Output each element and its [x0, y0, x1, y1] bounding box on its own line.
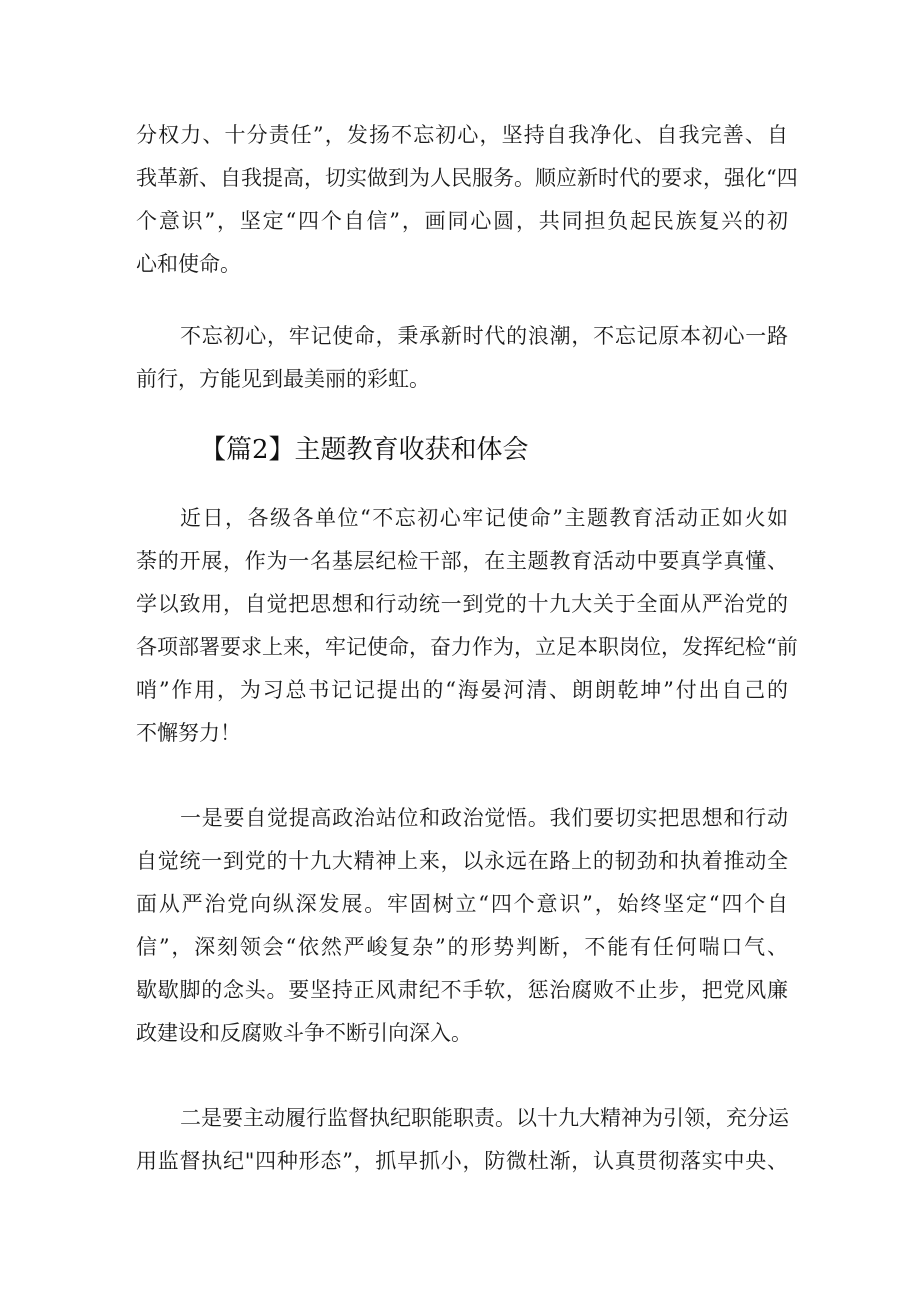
text-line: 学以致用，自觉把思想和行动统一到党的十九大关于全面从严治党的: [136, 592, 788, 616]
text-line: 我革新、自我提高，切实做到为人民服务。顺应新时代的要求，强化“四: [136, 166, 798, 190]
text-line: 歇歇脚的念头。要坚持正风肃纪不手软，惩治腐败不止步，把党风廉: [136, 978, 788, 1002]
text-line: 面从严治党向纵深发展。牢固树立“四个意识”，始终坚定“四个自: [136, 892, 788, 916]
paragraph: [136, 315, 788, 401]
text-line: 政建设和反腐败斗争不断引向深入。: [136, 1021, 472, 1045]
text-line: 不懈努力！: [136, 721, 241, 745]
text-line: 一是要自觉提高政治站位和政治觉悟。我们要切实把思想和行动: [180, 806, 788, 830]
text-line: 自觉统一到党的十九大精神上来，以永远在路上的韧劲和执着推动全: [136, 849, 788, 873]
paragraph-continuation: [136, 114, 798, 286]
text-line: 分权力、十分责任”，发扬不忘初心，坚持自我净化、自我完善、自: [136, 123, 788, 147]
paragraph: [136, 1097, 788, 1183]
text-line: 哨”作用，为习总书记记提出的“海晏河清、朗朗乾坤”付出自己的: [136, 678, 788, 702]
text-line: 信”，深刻领会“依然严峻复杂”的形势判断，不能有任何喘口气、: [136, 935, 788, 959]
text-line: 前行，方能见到最美丽的彩虹。: [136, 367, 430, 391]
text-line: 近日，各级各单位“不忘初心牢记使命”主题教育活动正如火如: [180, 506, 788, 530]
paragraph: [136, 497, 798, 755]
text-line: 心和使命。: [136, 252, 241, 276]
text-line: 荼的开展，作为一名基层纪检干部，在主题教育活动中要真学真懂、: [136, 549, 788, 573]
text-line: 二是要主动履行监督执纪职能职责。以十九大精神为引领，充分运: [180, 1106, 789, 1130]
text-line: 个意识”，坚定“四个自信”，画同心圆，共同担负起民族复兴的初: [136, 209, 788, 233]
text-line: 不忘初心，牢记使命，秉承新时代的浪潮，不忘记原本初心一路: [180, 324, 788, 348]
text-line: 用监督执纪"四种形态”，抓早抓小，防微杜渐，认真贯彻落实中央、: [136, 1149, 788, 1173]
section-heading: 【篇2】主题教育收获和体会: [200, 435, 529, 465]
text-line: 各项部署要求上来，牢记使命，奋力作为，立足本职岗位，发挥纪检“前: [136, 635, 798, 659]
paragraph: [136, 797, 788, 1055]
